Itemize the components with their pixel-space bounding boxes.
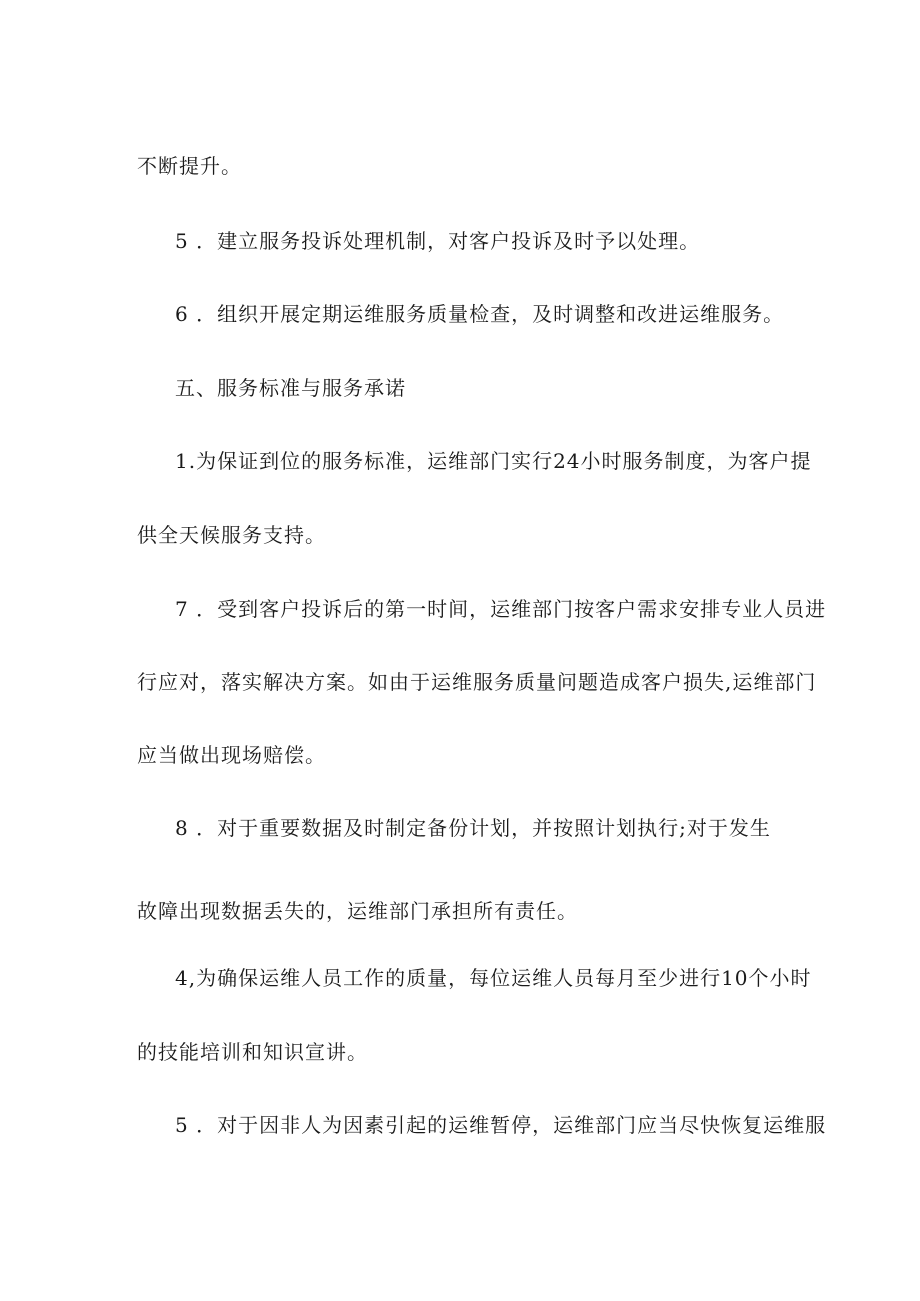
paragraph-line: 6 ．组织开展定期运维服务质量检查，及时调整和改进运维服务。 (175, 302, 785, 326)
paragraph-line: 行应对，落实解决方案。如由于运维服务质量问题造成客户损失,运维部门 (137, 670, 817, 694)
paragraph-line: 5 ．对于因非人为因素引起的运维暂停，运维部门应当尽快恢复运维服 (175, 1113, 827, 1137)
paragraph-line: 的技能培训和知识宣讲。 (137, 1040, 368, 1064)
paragraph-line: 不断提升。 (137, 154, 242, 178)
paragraph-line: 4,为确保运维人员工作的质量，每位运维人员每月至少进行10个小时 (175, 966, 812, 990)
paragraph-line: 5 ．建立服务投诉处理机制，对客户投诉及时予以处理。 (175, 229, 701, 253)
paragraph-line: 应当做出现场赔偿。 (137, 743, 326, 767)
paragraph-line: 1.为保证到位的服务标准，运维部门实行24小时服务制度，为客户提 (175, 449, 812, 473)
paragraph-line: 供全天候服务支持。 (137, 523, 326, 547)
paragraph-line: 8 ．对于重要数据及时制定备份计划，并按照计划执行;对于发生 (175, 816, 771, 840)
paragraph-line: 7 ．受到客户投诉后的第一时间，运维部门按客户需求安排专业人员进 (175, 597, 827, 621)
paragraph-line: 故障出现数据丢失的，运维部门承担所有责任。 (137, 899, 578, 923)
section-heading: 五、服务标准与服务承诺 (175, 376, 406, 400)
